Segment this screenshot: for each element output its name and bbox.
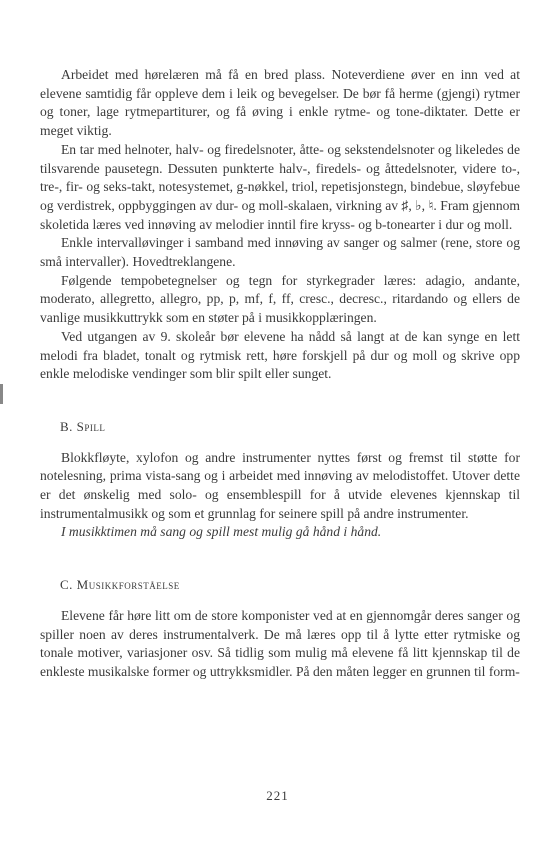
page-number: 221: [266, 788, 289, 803]
italic-line-spill: I musikktimen må sang og spill mest mulig gå hånd i hånd.: [61, 524, 382, 540]
paragraph-hearing-training: Arbeidet med hørelæren må få en bred plass. Noteverdiene øver en inn ved at elevene samtidig får oppleve dem i leik og bevegelser. De bør få herme (gjengi) rytmer og toner, lage rytmepartiturer, og få øving i enkle rytme- og tone-diktater. Dette er meget viktig.: [40, 67, 520, 139]
paragraph-intervals: Enkle intervalløvinger i samband med innøving av sanger og salmer (rene, store og små intervaller). Hovedtreklangene.: [40, 235, 520, 270]
section-heading-spill: B. Spill: [60, 418, 106, 434]
paragraph-spill: Blokkfløyte, xylofon og andre instrumenter nyttes først og fremst til støtte for notelesning, prima vista-sang og i arbeidet med innøving av melodistoffet. Utover dette er det ønskelig med solo- og ensemblespill for å utvide elevenes kjennskap til instrumentalmusikk og som et grunnlag for seinere spill på andre instrumenter.: [40, 449, 520, 521]
page-edge-mark: [0, 384, 3, 404]
paragraph-musikkforstaelse: Elevene får høre litt om de store komponister ved at en gjennomgår deres sanger og spiller noen av deres instrumentalverk. De må læres opp til å lytte etter rytmiske og tonale motiver, variasjoner osv. Så tidlig som mulig må elevene få litt kjennskap til de enkleste musikalske former og uttrykksmidler. På den måten legger en grunnen til form-: [40, 607, 520, 679]
section-heading-musikkforstaelse: C. Musikkforståelse: [60, 577, 180, 593]
paragraph-tempo-terms: Følgende tempobetegnelser og tegn for styrkegrader læres: adagio, andante, moderato, allegretto, allegro, pp, p, mf, f, ff, cresc., decresc., ritardando og ellers de vanlige musikkuttrykk som en støter på i musikkopplæringen.: [40, 272, 520, 326]
page-body: [40, 66, 520, 682]
paragraph-note-values: En tar med helnoter, halv- og firedelsnoter, åtte- og sekstendelsnoter og likeledes de tilsvarende pausetegn. Dessuten punkterte halv-, firedels- og åttedelsnoter, videre to-, tre-, fir- og seks-takt, notesystemet, g-nøkkel, triol, repetisjonstegn, bindebue, sløyfebue og verdistrek, oppbyggingen av dur- og moll-skalaen, virkning av ♯, ♭, ♮. Fram gjennom skoletida læres ved innøving av melodier inntil fire kryss- og b-tonearter i dur og moll.: [40, 141, 520, 232]
paragraph-year-nine-goals: Ved utgangen av 9. skoleår bør elevene ha nådd så langt at de kan synge en lett melodi fra bladet, tonalt og rytmisk rett, høre forskjell på dur og moll og skrive opp enkle melodiske vendinger som blir spilt eller sunget.: [40, 328, 520, 382]
